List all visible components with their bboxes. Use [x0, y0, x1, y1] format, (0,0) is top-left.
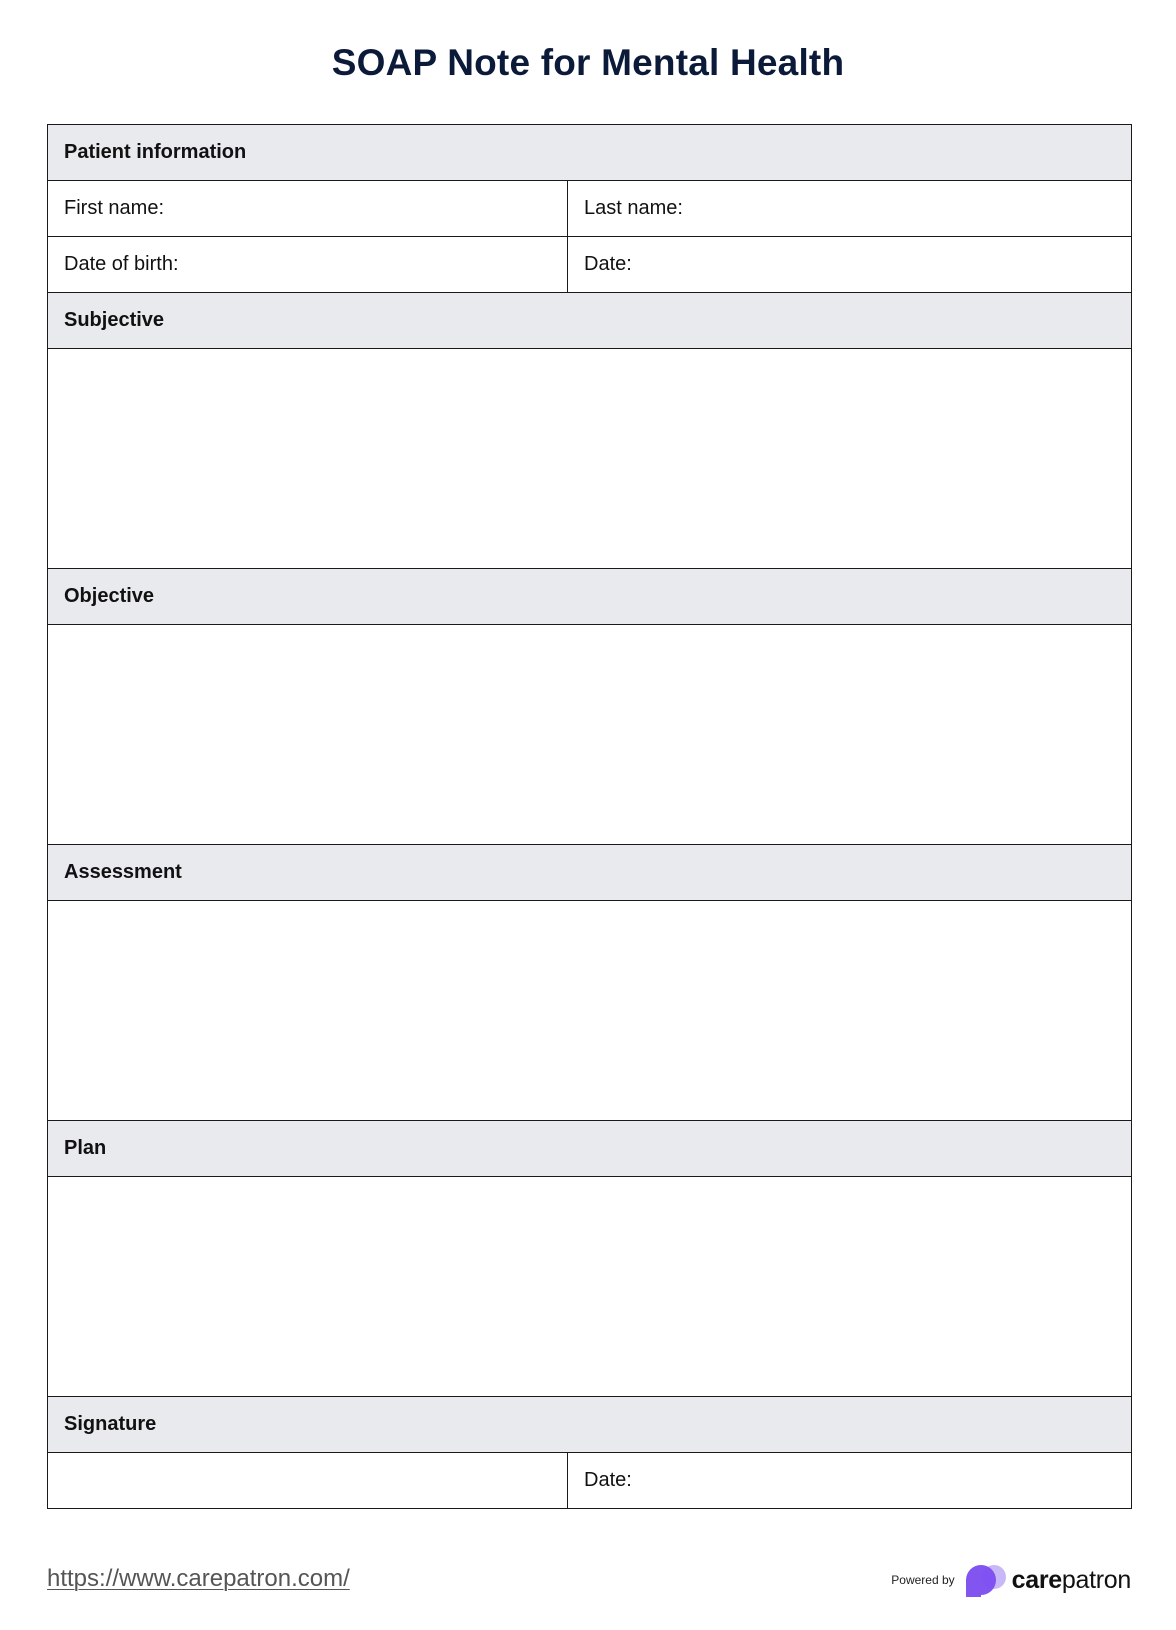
patient-info-header-row — [48, 125, 1132, 181]
page-title: SOAP Note for Mental Health — [331, 42, 845, 83]
assessment-header-row — [48, 845, 1132, 901]
signature-header-row — [48, 1397, 1132, 1453]
objective-heading: Objective — [48, 569, 1132, 625]
carepatron-logo-icon — [962, 1563, 1008, 1597]
carepatron-url-link[interactable]: https://www.carepatron.com/ — [47, 1565, 350, 1592]
signature-heading: Signature — [48, 1397, 1132, 1453]
signature-row — [48, 1453, 1132, 1509]
powered-by-brand — [891, 1560, 1131, 1600]
name-row — [48, 181, 1132, 237]
soap-form — [47, 124, 1132, 1509]
plan-row — [48, 1177, 1132, 1397]
dob-row — [48, 237, 1132, 293]
signature-field[interactable] — [48, 1453, 568, 1509]
last-name-field[interactable]: Last name: — [568, 181, 1132, 237]
subjective-header-row — [48, 293, 1132, 349]
subjective-row — [48, 349, 1132, 569]
assessment-text-area[interactable] — [48, 901, 1132, 1121]
objective-header-row — [48, 569, 1132, 625]
subjective-heading: Subjective — [48, 293, 1132, 349]
objective-row — [48, 625, 1132, 845]
assessment-row — [48, 901, 1132, 1121]
objective-text-area[interactable] — [48, 625, 1132, 845]
patient-info-heading: Patient information — [48, 125, 1132, 181]
brand-name-rest: patron — [1061, 1565, 1131, 1594]
plan-header-row — [48, 1121, 1132, 1177]
brand-name-bold: care — [1011, 1565, 1062, 1594]
carepatron-wordmark — [1012, 1566, 1131, 1595]
subjective-text-area[interactable] — [48, 349, 1132, 569]
assessment-heading: Assessment — [48, 845, 1132, 901]
signature-date-field[interactable]: Date: — [568, 1453, 1132, 1509]
date-of-birth-field[interactable]: Date of birth: — [48, 237, 568, 293]
plan-heading: Plan — [48, 1121, 1132, 1177]
plan-text-area[interactable] — [48, 1177, 1132, 1397]
powered-by-label: Powered by — [891, 1573, 955, 1587]
first-name-field[interactable]: First name: — [48, 181, 568, 237]
date-field[interactable]: Date: — [568, 237, 1132, 293]
